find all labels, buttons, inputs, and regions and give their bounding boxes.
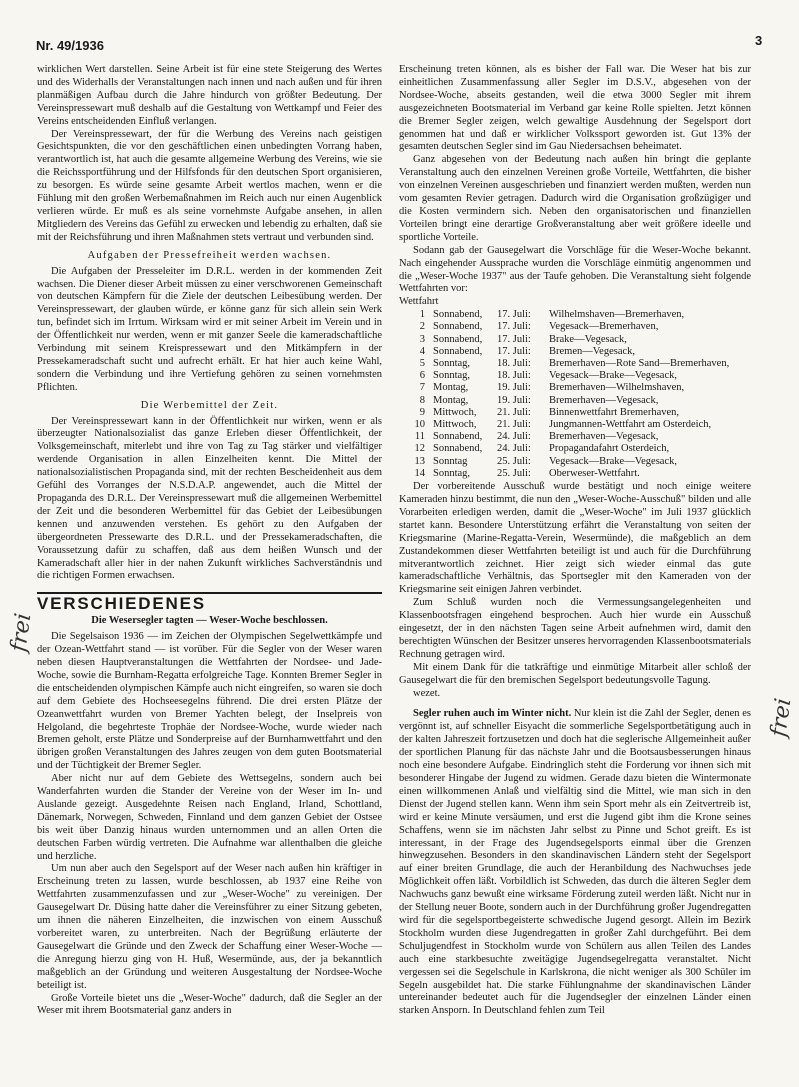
schedule-day: Montag, [433,382,469,394]
paragraph: Mit einem Dank für die tatkräftige und einmütige Mitarbeit aller schloß der Gausegelwart die für den bremischen Segelsport bedeutungsvolle Tagung. [399,661,751,686]
paragraph: Erscheinung treten können, als es bisher der Fall war. Die Weser hat bis zur einheitlichen Zusammenfassung aller Segler im D.S.V., abgesehen von der Nordsee-Woche, abseits gestanden, weil die etwa 3000 Segler mit ihrem ausgezeichneten Bootsmaterial im Verband gar keine Rolle spielten. Jetzt können die Bremer Segler zeigen, welch gewaltige Ausdehnung der Segelsport dort genommen hat und daß er wirklicher Volkssport geworden ist. Gut 13% der gesamten deutschen Segler sind im Gau Niedersachsen beheimatet. [399,64,751,153]
handwritten-note: frei [6,611,37,654]
schedule-day: Sonnabend, [433,345,483,357]
schedule-date: 24. Juli: [497,431,531,443]
schedule-number: 13 [414,455,425,467]
schedule-row [399,334,751,346]
paragraph [399,708,751,1018]
schedule-number: 6 [419,370,425,382]
schedule-number: 3 [419,333,425,345]
paragraph: Der Vereinspressewart, der für die Werbung des Vereins nach geistigen Gesichtspunkten, die vor den geschäftlichen einen unbedingten Vorrang haben, verantwortlich ist, hat auch die gesamte allgemeine Werbung des Vereins, wie sie die Reichssportführung und der Hilfsfonds für den deutschen Sport organisieren, zu besorgen. Es würde seine gesamte Arbeit wertlos machen, wenn er die Fühlung mit den großen Werbemaßnahmen im Reich auch nur einen Augenblick verlieren würde. Er muß es als seine vornehmste Aufgabe ansehen, in allen Mitgliedern des Vereins das Gefühl zu erwecken und lebendig zu erhalten, daß sie mit der Reichsführung und ihren Maßnahmen stets vertraut und verbunden sind. [37,128,382,243]
schedule-route: Vegesack—Bremerhaven, [549,321,659,333]
schedule-row [399,419,751,431]
schedule-route: Bremerhaven—Wilhelmshaven, [549,382,685,394]
schedule-day: Mittwoch, [433,406,477,418]
paragraph: Die Segelsaison 1936 — im Zeichen der Olympischen Segelwettkämpfe und der Ozean-Wettfahrt stand — ist vorüber. Für die Segler von der Weser waren neben diesen Hauptveranstaltungen die Wettfahrten der Nordsee- und Jade-Woche, sowie die Burnham-Regatta erfolgreiche Tage. Konnten Bremer Segler in die entscheidenden olympischen Kämpfe auch nicht eingreifen, so waren sie doch auf dem Gebiete des Hochseesegelns führend. Die drei ersten Plätze der Ozeanwettfahrt wurden von Bremer Yachten belegt, der Inselpreis von Helgoland, die begehrteste Trophäe der Nordsee-Woche, wurde wieder nach Bremen geholt, erste Plätze und Sonderpreise auf der Burnhamwettfahrt und den übrigen großen Veranstaltungen des Jahres zeugen von dem guten Bootsmaterial und der Tüchtigkeit der Bremer Segler. [37,631,382,772]
schedule-row [399,321,751,333]
schedule-route: Wilhelmshaven—Bremerhaven, [549,309,685,321]
schedule-date: 17. Juli: [497,345,531,357]
schedule-date: 21. Juli: [497,406,531,418]
issue-number: Nr. 49/1936 [36,38,104,53]
schedule-route: Vegesack—Brake—Vegesack, [549,455,677,467]
schedule-number: 5 [419,358,425,370]
schedule-date: 18. Juli: [497,358,531,370]
schedule-date: 17. Juli: [497,321,531,333]
schedule-number: 10 [414,419,425,431]
paragraph: wirklichen Wert darstellen. Seine Arbeit ist für eine stete Steigerung des Wertes und des Widerhalls der Veranstaltungen nach innen und nach außen und für ihren planmäßigen Aufbau durch die Jahre hindurch von größter Bedeutung. Der Vereinspressewart muß deshalb auf die Gestaltung von Wettkampf und Feier des Vereins entscheidenden Einfluß verlangen. [37,64,382,127]
schedule-date: 24. Juli: [497,443,531,455]
schedule-date: 17. Juli: [497,309,531,321]
schedule-route: Vegesack—Brake—Vegesack, [549,370,677,382]
left-column [37,64,382,1018]
section-heading: VERSCHIEDENES [37,592,382,614]
schedule-date: 21. Juli: [497,419,531,431]
schedule-row [399,407,751,419]
schedule-row [399,395,751,407]
article-title: Segler ruhen auch im Winter nicht. [413,708,572,720]
schedule-row [399,370,751,382]
schedule-row [399,431,751,443]
schedule-route: Bremerhaven—Rote Sand—Bremerhaven, [549,358,730,370]
schedule-row [399,468,751,480]
page-number: 3 [755,33,763,48]
schedule-row [399,346,751,358]
schedule-day: Sonnabend, [433,431,483,443]
schedule-row [399,309,751,321]
subheading: Aufgaben der Pressefreiheit werden wachsen. [87,249,332,261]
schedule-day: Sonnabend, [433,443,483,455]
schedule-route: Oberweser-Wettfahrt. [549,467,640,479]
paragraph: Sodann gab der Gausegelwart die Vorschläge für die Weser-Woche bekannt. Nach eingehender Aussprache wurden die Vorschläge einmütig angenommen und die „Weser-Woche 1937" aus der Taufe gehoben. Die Veranstaltung sieht folgende Wettfahrten vor: [399,244,751,295]
schedule-route: Propagandafahrt Osterdeich, [549,443,670,455]
schedule-day: Sonntag, [433,358,471,370]
schedule-date: 18. Juli: [497,370,531,382]
schedule-date: 19. Juli: [497,382,531,394]
schedule-number: 14 [414,467,425,479]
author-signature: wezet. [413,687,441,699]
schedule-day: Sonntag, [433,467,471,479]
schedule-day: Mittwoch, [433,419,477,431]
schedule-row [399,382,751,394]
schedule-number: 8 [419,394,425,406]
schedule-route: Bremen—Vegesack, [549,345,636,357]
schedule-day: Sonnabend, [433,333,483,345]
paragraph-text: Nur klein ist die Zahl der Segler, denen es vergönnt ist, auf schneller Eisyacht die sommerliche Segelsportbetätigung auch in der kalten Jahreszeit fortzusetzen und doch hat die seglerische Allgemeinheit außer der sportlichen Planung für das nächste Jahr und die Bootsausbesserungen hinaus noch eine besondere Aufgabe. Eindringlich steht die Forderung vor ihnen sich mit besonderer Hingabe der Jugend zu widmen. Gerade dazu bieten die Wintermonate einen willkommenen Anlaß und vielfältig sind die Mittel, wie man sich in den Dienst der Jugend stellen kann. Wenn ihm sein Sport mehr als ein Zeitvertreib ist, wird er keine Minute versäumen, und erst die Jugend gibt ihm die Krone seines Schaffens, wenn sie im nächsten Jahr selbst zu Pinne und Schot greift. Es ist interessant, in der Frage des Jugendsegelsports einmal über die Grenzen hinwegzusehen. Besonders in den skandinavischen Ländern steht der Segelsport auf einer breiten Grundlage, die auch der Heranbildung des Nachwuchses jede Möglichkeit offen läßt. Vorbildlich ist Schweden, das durch die älteren Segler dem Nachwuchs ganz bewußt eine wirksame Förderung zuteil werden läßt. Nicht nur in der Stellung neuer Boote, sondern auch in der Durchführung großer Jugendregatten wird für die segelsportbegeisterte schwedische Jugend gesorgt. Allein im Bezirk Stockholm wurden diese Jugendregatten in großer Zahl durchgeführt. Bei dem Schuljugendfest in Stockholm wurde von Schülern aus allen Teilen des Landes auch eine starkbesuchte zweitägige Jugendsegelregatta veranstaltet. Nicht vergessen sei die Segelschule in Karlskrona, die nicht weniger als 300 Schüler im Segeln ausgebildet hat. Die starke Fühlungnahme der skandinavischen Länder untereinander bedeutet auch für die Jugendsegler der einzelnen Länder einen starken Ansporn. In Deutschland fehlen zum Teil [399,708,751,1017]
paragraph: Um nun aber auch den Segelsport auf der Weser nach außen hin kräftiger in Erscheinung treten zu lassen, wurde beschlossen, ab 1937 eine Reihe von Wettfahrten zusammenzufassen und zur „Weser-Woche" zu vereinigen. Der Gausegelwart Dr. Düsing hatte daher die Vereinsführer zu einer Sitzung gebeten, um ihnen die näheren Einzelheiten, die inzwischen von einem Ausschuß vorbereitet waren, zu unterbreiten. Nach der Begrüßung erläuterte der Gausegelwart die Gründe und den Zweck der Schaffung einer Weser-Woche — die Anregung hierzu ging von H. Huß, Wesermünde, aus, der ja bekanntlich maßgeblich an der Gründung und weiteren Ausgestaltung der Nordsee-Woche beteiligt ist. [37,863,382,991]
schedule-date: 25. Juli: [497,455,531,467]
right-column [399,64,751,1018]
schedule-day: Sonntag, [433,370,471,382]
schedule-number: 11 [414,431,425,443]
schedule-number: 2 [419,321,425,333]
schedule-table [399,309,751,480]
paragraph: Ganz abgesehen von der Bedeutung nach außen hin bringt die geplante Veranstaltung auch den einzelnen Vereinen große Vorteile, Wettfahrten, die bisher von einzelnen Vereinen ausgeschrieben und finanziert werden mußten, werden nun vom gesamten Revier getragen. Dadurch wird die Organisation großzügiger und die Kosten vermindern sich. Neben den organisatorischen und finanziellen Vorteilen bringt eine derartige Großveranstaltung aber weit größere ideelle und sportliche Vorteile. [399,154,751,243]
paragraph: Aber nicht nur auf dem Gebiete des Wettsegelns, sondern auch bei Wanderfahrten wurden die Stander der Vereine von der Weser im In- und Auslande gezeigt. Ausgedehnte Reisen nach England, Irland, Schottland, Dänemark, Norwegen, Schweden, Finnland und dem ganzen Gebiet der Ostsee bis weit über Danzig hinaus wurden unternommen und an allen Orten die deutschen Farben würdig vertreten. Die Aufnahme war allenthalben die gleiche und herzliche. [37,773,382,862]
schedule-date: 25. Juli: [497,467,531,479]
schedule-date: 19. Juli: [497,394,531,406]
schedule-row [399,456,751,468]
schedule-route: Binnenwettfahrt Bremerhaven, [549,406,680,418]
article-title: Die Wesersegler tagten — Weser-Woche beschlossen. [91,615,328,627]
schedule-title: Wettfahrt [399,296,439,308]
schedule-day: Sonnabend, [433,309,483,321]
schedule-number: 7 [419,382,425,394]
subheading: Die Werbemittel der Zeit. [140,399,279,411]
schedule-date: 17. Juli: [497,333,531,345]
schedule-route: Bremerhaven—Vegesack, [549,394,659,406]
schedule-number: 9 [419,406,425,418]
schedule-route: Jungmannen-Wettfahrt am Osterdeich, [549,419,712,431]
handwritten-note: frei [766,696,797,739]
schedule-day: Sonntag [433,455,468,467]
schedule-number: 12 [414,443,425,455]
schedule-row [399,443,751,455]
schedule-day: Sonnabend, [433,321,483,333]
schedule-route: Brake—Vegesack, [549,333,627,345]
paragraph: Zum Schluß wurden noch die Vermessungsangelegenheiten und Klassenbootsfragen eingehend besprochen. Auch hier wurde ein Ausschuß eingesetzt, der in den nächsten Tagen seine Arbeit aufnehmen wird, damit den berechtigten Wünschen der Besitzer unseres hervorragenden Klassenbootsmaterials Rechnung getragen wird. [399,597,751,660]
paragraph: Große Vorteile bietet uns die „Weser-Woche" dadurch, daß die Segler an der Weser mit ihrem Bootsmaterial ganz anders in [37,992,382,1017]
schedule-number: 1 [419,309,425,321]
schedule-route: Bremerhaven—Vegesack, [549,431,659,443]
paragraph: Der vorbereitende Ausschuß wurde bestätigt und noch einige weitere Kameraden hinzu bestimmt, die nun den „Weser-Woche-Ausschuß" bilden und alle Vorarbeiten erledigen werden, damit die „Weser-Woche" im Juli 1937 glücklich startet kann. Besondere Unterstützung erfährt die Veranstaltung von seiten der Kriegsmarine (Marine-Regatta-Verein, Wesermünde), die maßgeblich an dem Zustandekommen dieser Wettfahrten beteiligt ist und auch für die Durchführung mitverantwortlich zeichnet. Hier zeigt sich wieder einmal das gute kameradschaftliche Verhältnis, das Sportsegler mit den Kameraden von der Kriegsmarine seit einigen Jahren verbindet. [399,481,751,596]
schedule-day: Montag, [433,394,469,406]
schedule-row [399,358,751,370]
paragraph: Der Vereinspressewart kann in der Öffentlichkeit nur wirken, wenn er als überzeugter Nationalsozialist das ganze Erleben dieser Öffentlichkeit, der Volksgemeinschaft, miterlebt und ihre von Tag zu Tag stärker und vielfältiger werdende Organisation in allen Einzelheiten kennt. Die Mittel der nationalsozialistischen Propaganda sind, mit der rechten Bescheidenheit aus dem Gefühl des Vorranges der N.S.D.A.P. angewendet, auch die Mittel der Propaganda des D.R.L. Der Vereinspressewart muß die allgemeinen Werbemittel der Zeit und die besonderen Werbemittel für das Gebiet der Leibesübungen kennen und anzuwenden verstehen. Es gehört zu den Aufgaben der übergeordneten Pressewarte des D.R.L. und der Pressekameradschaften, die Voraussetzung dafür zu schaffen, daß aus dem heißen Wunsch und der Kameradschaft aller hier in der nahen Zukunft wirkliches Sachverständnis und die richtigen Formen erwachsen. [37,415,382,582]
schedule-number: 4 [419,345,425,357]
paragraph: Die Aufgaben der Presseleiter im D.R.L. werden in der kommenden Zeit wachsen. Die Diener dieser Arbeit müssen zu einer verschworenen Gemeinschaft von deutschen Kämpfern für die Ziele der deutschen Leibesübung werden. Der Vereinspressewart, der glauben würde, er könne ganz für sich allein sein Werk tun, befindet sich im Irrtum. Wirksam wird er mit seiner Arbeit im Verein und in der Öffentlichkeit nur werden, wenn er mit ganzer Seele die kameradschaftliche Verbindung mit seinem Kreispressewart und den Mitkämpfern in der Pressekameradschaft sucht und aufrecht erhält. Er hat hier auch keine Wahl, sondern die Verbindung und ihre Vertiefung gehören zu seinen vornehmsten Pflichten. [37,265,382,393]
